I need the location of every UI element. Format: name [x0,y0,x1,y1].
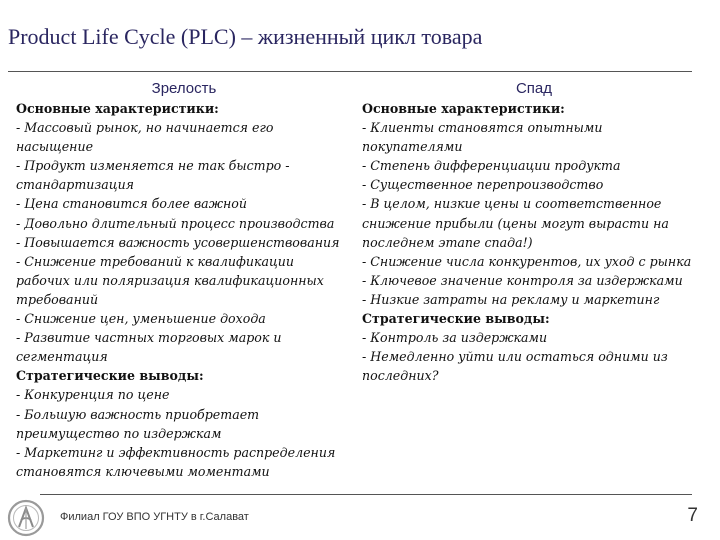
bullet-line: требований [16,291,99,307]
bullet-line: - Большую важность приобретает [16,406,260,422]
column-decline [362,80,706,385]
bullet-line: - Цена становится более важной [16,196,247,212]
column-heading-decline: Спад [515,80,553,97]
bullet-line: насыщение [16,139,94,155]
column-heading-maturity: Зрелость [151,80,217,97]
bullet-line: - Низкие затраты на рекламу и маркетинг [362,291,660,307]
university-logo-icon [4,496,48,540]
bullet-line: последних? [362,368,439,384]
page-number: 7 [687,505,698,526]
slide-title: Product Life Cycle (PLC) – жизненный цикл товара [8,24,483,49]
bullet-line: - Маркетинг и эффективность распределения [16,444,336,460]
bullet-line: - Продукт изменяется не так быстро - [16,158,290,174]
bullet-line: - Существенное перепроизводство [362,177,604,193]
bullet-line: покупателями [362,139,463,155]
bullet-line: снижение прибыли (цены могут вырасти на [362,215,669,231]
bullet-line: - Снижение требований к квалификации [16,253,295,269]
bullet-line: - Клиенты становятся опытными [362,120,603,136]
title-divider [8,71,692,72]
bullet-line: - Довольно длительный процесс производства [16,215,335,231]
bullet-line: - Степень дифференциации продукта [362,158,621,174]
decline-lines [362,99,706,385]
section-label: Основные характеристики: [16,101,219,116]
bullet-line: - Массовый рынок, но начинается его [16,120,274,136]
footer-text: Филиал ГОУ ВПО УГНТУ в г.Салават [60,511,249,523]
maturity-lines [16,99,352,481]
section-label: Стратегические выводы: [362,311,550,327]
column-maturity [16,80,352,481]
bullet-line: - Развитие частных торговых марок и [16,330,282,346]
bullet-line: - Снижение цен, уменьшение дохода [16,311,266,327]
bullet-line: последнем этапе спада!) [362,234,533,250]
footer-divider [40,494,692,495]
section-label: Основные характеристики: [362,101,565,116]
bullet-line: становятся ключевыми моментами [16,463,270,479]
bullet-line: - Ключевое значение контроля за издержками [362,272,683,288]
section-label: Стратегические выводы: [16,368,204,384]
bullet-line: - Немедленно уйти или остаться одними из [362,349,668,365]
bullet-line: - В целом, низкие цены и соответственное [362,196,662,212]
bullet-line: преимущество по издержкам [16,425,222,441]
bullet-line: - Повышается важность усовершенствования [16,234,340,250]
bullet-line: - Контроль за издержками [362,330,548,346]
bullet-line: стандартизация [16,177,135,193]
bullet-line: - Снижение числа конкурентов, их уход с рынка [362,253,692,269]
bullet-line: - Конкуренция по цене [16,387,170,403]
bullet-line: сегментация [16,349,108,365]
bullet-line: рабочих или поляризация квалификационных [16,272,324,288]
